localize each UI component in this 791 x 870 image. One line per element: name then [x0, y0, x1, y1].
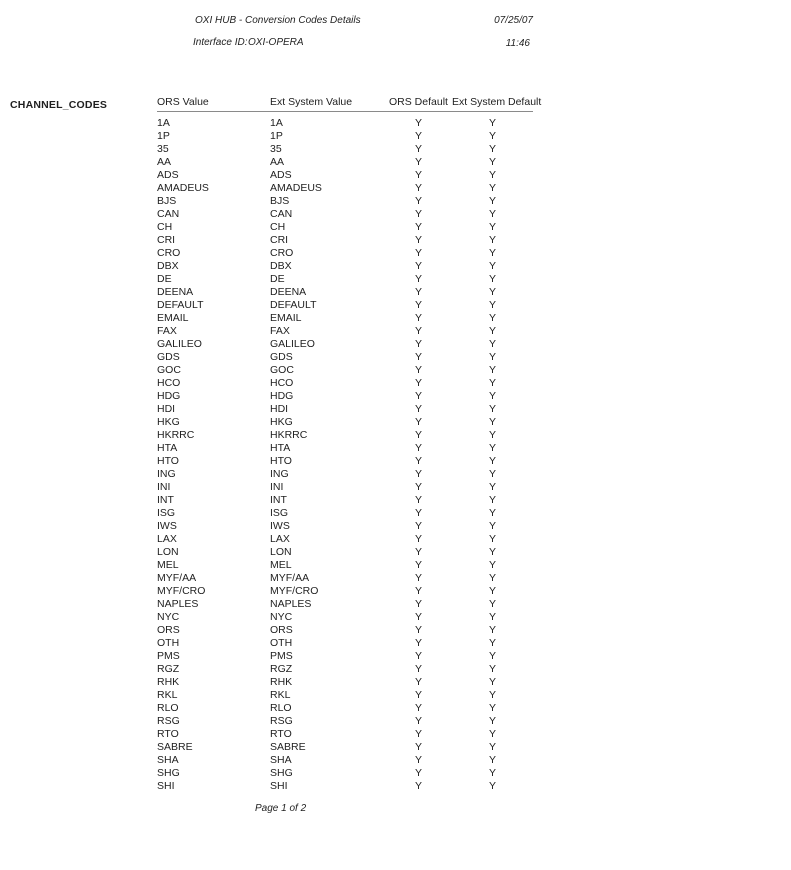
- ors-default-cell: Y: [414, 221, 422, 233]
- table-row: [157, 767, 533, 780]
- ors-value-cell: MYF/CRO: [157, 585, 206, 597]
- ext-system-default-cell: Y: [488, 429, 496, 441]
- ext-system-value-cell: SHI: [270, 780, 288, 792]
- column-header-ext-system-default: Ext System Default: [452, 96, 533, 112]
- table-row: [157, 416, 533, 429]
- ors-default-cell: Y: [414, 663, 422, 675]
- ext-system-default-cell: Y: [488, 689, 496, 701]
- ors-value-cell: CAN: [157, 208, 180, 220]
- ors-default-cell: Y: [414, 234, 422, 246]
- ext-system-value-cell: HDI: [270, 403, 289, 415]
- ext-system-value-cell: DEENA: [270, 286, 307, 298]
- ors-default-cell: Y: [414, 182, 422, 194]
- ors-value-cell: SHI: [157, 780, 175, 792]
- ors-default-cell: Y: [414, 143, 422, 155]
- ext-system-default-cell: Y: [488, 403, 496, 415]
- ext-system-value-cell: CRO: [270, 247, 294, 259]
- ors-default-cell: Y: [414, 676, 422, 688]
- ors-default-cell: Y: [414, 520, 422, 532]
- ors-value-cell: MYF/AA: [157, 572, 197, 584]
- ors-value-cell: ADS: [157, 169, 179, 181]
- ors-default-cell: Y: [414, 429, 422, 441]
- column-header-ors-value: ORS Value: [157, 96, 270, 112]
- ors-value-cell: ISG: [157, 507, 176, 519]
- ext-system-value-cell: MYF/AA: [270, 572, 310, 584]
- ors-value-cell: ING: [157, 468, 176, 480]
- ors-default-cell: Y: [414, 585, 422, 597]
- ors-default-cell: Y: [414, 169, 422, 181]
- ext-system-default-cell: Y: [488, 312, 496, 324]
- ors-value-cell: GOC: [157, 364, 181, 376]
- ors-default-cell: Y: [414, 754, 422, 766]
- ext-system-default-cell: Y: [488, 520, 496, 532]
- ext-system-default-cell: Y: [488, 442, 496, 454]
- table-row: [157, 468, 533, 481]
- ors-value-cell: RTO: [157, 728, 179, 740]
- table-row: [157, 637, 533, 650]
- ext-system-value-cell: RTO: [270, 728, 292, 740]
- table-row: [157, 112, 533, 131]
- ors-default-cell: Y: [414, 403, 422, 415]
- ors-value-cell: RSG: [157, 715, 180, 727]
- ors-value-cell: GDS: [157, 351, 180, 363]
- ors-default-cell: Y: [414, 546, 422, 558]
- table-row: [157, 741, 533, 754]
- ext-system-default-cell: Y: [488, 715, 496, 727]
- table-row: [157, 585, 533, 598]
- ext-system-value-cell: INT: [270, 494, 287, 506]
- table-row: [157, 351, 533, 364]
- ext-system-value-cell: CRI: [270, 234, 289, 246]
- ext-system-value-cell: OTH: [270, 637, 293, 649]
- ext-system-value-cell: HKRRC: [270, 429, 308, 441]
- ext-system-default-cell: Y: [488, 156, 496, 168]
- ors-default-cell: Y: [414, 507, 422, 519]
- table-row: [157, 481, 533, 494]
- ors-default-cell: Y: [414, 494, 422, 506]
- table-row: [157, 247, 533, 260]
- ext-system-default-cell: Y: [488, 117, 496, 129]
- ext-system-default-cell: Y: [488, 741, 496, 753]
- ors-value-cell: DEENA: [157, 286, 194, 298]
- ors-default-cell: Y: [414, 312, 422, 324]
- ors-default-cell: Y: [414, 767, 422, 779]
- table-row: [157, 572, 533, 585]
- ext-system-value-cell: BJS: [270, 195, 290, 207]
- ext-system-default-cell: Y: [488, 676, 496, 688]
- ext-system-default-cell: Y: [488, 663, 496, 675]
- ext-system-value-cell: MYF/CRO: [270, 585, 319, 597]
- ors-default-cell: Y: [414, 637, 422, 649]
- report-date: 07/25/07: [494, 15, 533, 26]
- ors-value-cell: PMS: [157, 650, 180, 662]
- column-header-ext-system-value: Ext System Value: [270, 96, 385, 112]
- ors-default-cell: Y: [414, 377, 422, 389]
- ext-system-value-cell: 1P: [270, 130, 283, 142]
- ext-system-default-cell: Y: [488, 637, 496, 649]
- ors-value-cell: HKG: [157, 416, 180, 428]
- table-row: [157, 169, 533, 182]
- table-row: [157, 507, 533, 520]
- ext-system-default-cell: Y: [488, 507, 496, 519]
- table-row: [157, 260, 533, 273]
- ors-value-cell: RGZ: [157, 663, 180, 675]
- ors-value-cell: HDG: [157, 390, 181, 402]
- ors-default-cell: Y: [414, 468, 422, 480]
- ext-system-default-cell: Y: [488, 338, 496, 350]
- table-row: [157, 403, 533, 416]
- table-body: [157, 112, 533, 794]
- table-row: [157, 533, 533, 546]
- table-row: [157, 702, 533, 715]
- ors-value-cell: LAX: [157, 533, 177, 545]
- page-footer: Page 1 of 2: [255, 803, 307, 814]
- ors-value-cell: AA: [157, 156, 172, 168]
- ors-default-cell: Y: [414, 351, 422, 363]
- ext-system-value-cell: HKG: [270, 416, 293, 428]
- ext-system-default-cell: Y: [488, 351, 496, 363]
- ext-system-default-cell: Y: [488, 364, 496, 376]
- ors-value-cell: HDI: [157, 403, 176, 415]
- table-row: [157, 546, 533, 559]
- ext-system-value-cell: RSG: [270, 715, 293, 727]
- ext-system-value-cell: GOC: [270, 364, 294, 376]
- table-row: [157, 182, 533, 195]
- ext-system-value-cell: DE: [270, 273, 285, 285]
- ors-default-cell: Y: [414, 286, 422, 298]
- ors-value-cell: BJS: [157, 195, 177, 207]
- ext-system-default-cell: Y: [488, 208, 496, 220]
- table-row: [157, 455, 533, 468]
- ors-value-cell: HTA: [157, 442, 178, 454]
- ors-value-cell: HKRRC: [157, 429, 195, 441]
- ors-value-cell: AMADEUS: [157, 182, 209, 194]
- ors-value-cell: LON: [157, 546, 179, 558]
- ext-system-value-cell: DBX: [270, 260, 292, 272]
- table-row: [157, 377, 533, 390]
- ext-system-value-cell: RHK: [270, 676, 293, 688]
- ext-system-default-cell: Y: [488, 572, 496, 584]
- ext-system-value-cell: LAX: [270, 533, 290, 545]
- ors-value-cell: INI: [157, 481, 171, 493]
- ext-system-value-cell: HTA: [270, 442, 291, 454]
- ext-system-default-cell: Y: [488, 247, 496, 259]
- ext-system-value-cell: CAN: [270, 208, 293, 220]
- report-time: 11:46: [505, 38, 530, 49]
- ext-system-default-cell: Y: [488, 728, 496, 740]
- ext-system-default-cell: Y: [488, 481, 496, 493]
- ext-system-value-cell: DEFAULT: [270, 299, 317, 311]
- ors-default-cell: Y: [414, 247, 422, 259]
- ors-value-cell: RLO: [157, 702, 179, 714]
- ors-default-cell: Y: [414, 455, 422, 467]
- ors-default-cell: Y: [414, 702, 422, 714]
- table-row: [157, 208, 533, 221]
- ors-value-cell: CH: [157, 221, 173, 233]
- ors-default-cell: Y: [414, 390, 422, 402]
- table-row: [157, 676, 533, 689]
- ors-value-cell: 35: [157, 143, 169, 155]
- ext-system-value-cell: LON: [270, 546, 292, 558]
- ors-value-cell: NYC: [157, 611, 180, 623]
- ext-system-value-cell: NAPLES: [270, 598, 312, 610]
- ors-value-cell: IWS: [157, 520, 177, 532]
- table-row: [157, 663, 533, 676]
- ext-system-default-cell: Y: [488, 585, 496, 597]
- ext-system-value-cell: SABRE: [270, 741, 306, 753]
- ext-system-value-cell: MEL: [270, 559, 292, 571]
- ext-system-value-cell: RKL: [270, 689, 291, 701]
- ext-system-default-cell: Y: [488, 286, 496, 298]
- table-row: [157, 338, 533, 351]
- ors-default-cell: Y: [414, 481, 422, 493]
- ext-system-default-cell: Y: [488, 130, 496, 142]
- ors-default-cell: Y: [414, 208, 422, 220]
- ors-value-cell: NAPLES: [157, 598, 199, 610]
- table-row: [157, 299, 533, 312]
- ors-value-cell: CRO: [157, 247, 181, 259]
- ext-system-default-cell: Y: [488, 780, 496, 792]
- ors-default-cell: Y: [414, 325, 422, 337]
- ext-system-default-cell: Y: [488, 299, 496, 311]
- ext-system-default-cell: Y: [488, 468, 496, 480]
- ext-system-value-cell: HCO: [270, 377, 294, 389]
- ext-system-default-cell: Y: [488, 221, 496, 233]
- ors-default-cell: Y: [414, 338, 422, 350]
- ext-system-default-cell: Y: [488, 533, 496, 545]
- ors-value-cell: CRI: [157, 234, 176, 246]
- conversion-codes-table: [157, 96, 542, 793]
- table-row: [157, 598, 533, 611]
- table-row: [157, 195, 533, 208]
- ext-system-default-cell: Y: [488, 702, 496, 714]
- ext-system-value-cell: RGZ: [270, 663, 293, 675]
- ors-value-cell: ORS: [157, 624, 180, 636]
- ext-system-value-cell: SHG: [270, 767, 293, 779]
- ors-default-cell: Y: [414, 624, 422, 636]
- table-row: [157, 715, 533, 728]
- ext-system-default-cell: Y: [488, 234, 496, 246]
- ors-default-cell: Y: [414, 364, 422, 376]
- ors-value-cell: EMAIL: [157, 312, 189, 324]
- ors-default-cell: Y: [414, 156, 422, 168]
- table-row: [157, 650, 533, 663]
- ext-system-value-cell: ING: [270, 468, 289, 480]
- table-row: [157, 234, 533, 247]
- ext-system-default-cell: Y: [488, 650, 496, 662]
- table-row: [157, 325, 533, 338]
- ors-default-cell: Y: [414, 715, 422, 727]
- ors-value-cell: 1A: [157, 117, 170, 129]
- ext-system-default-cell: Y: [488, 559, 496, 571]
- ors-default-cell: Y: [414, 598, 422, 610]
- ext-system-default-cell: Y: [488, 325, 496, 337]
- ors-default-cell: Y: [414, 741, 422, 753]
- ors-value-cell: RHK: [157, 676, 180, 688]
- ext-system-default-cell: Y: [488, 494, 496, 506]
- ext-system-default-cell: Y: [488, 169, 496, 181]
- table-row: [157, 130, 533, 143]
- ors-value-cell: OTH: [157, 637, 180, 649]
- table-row: [157, 390, 533, 403]
- ors-value-cell: HCO: [157, 377, 181, 389]
- ors-default-cell: Y: [414, 273, 422, 285]
- ext-system-value-cell: AMADEUS: [270, 182, 322, 194]
- table-row: [157, 312, 533, 325]
- ors-value-cell: SHG: [157, 767, 180, 779]
- ors-value-cell: INT: [157, 494, 174, 506]
- ext-system-value-cell: ORS: [270, 624, 293, 636]
- ors-value-cell: HTO: [157, 455, 179, 467]
- ors-default-cell: Y: [414, 689, 422, 701]
- ors-default-cell: Y: [414, 572, 422, 584]
- ext-system-value-cell: ADS: [270, 169, 292, 181]
- ors-default-cell: Y: [414, 780, 422, 792]
- table-row: [157, 286, 533, 299]
- ext-system-value-cell: EMAIL: [270, 312, 302, 324]
- ext-system-default-cell: Y: [488, 273, 496, 285]
- ors-default-cell: Y: [414, 117, 422, 129]
- table-row: [157, 520, 533, 533]
- ext-system-value-cell: CH: [270, 221, 286, 233]
- ors-default-cell: Y: [414, 195, 422, 207]
- ext-system-default-cell: Y: [488, 455, 496, 467]
- ext-system-value-cell: PMS: [270, 650, 293, 662]
- ors-value-cell: DE: [157, 273, 172, 285]
- table-row: [157, 494, 533, 507]
- ors-default-cell: Y: [414, 416, 422, 428]
- section-label-channel-codes: CHANNEL_CODES: [10, 99, 108, 111]
- ext-system-default-cell: Y: [488, 598, 496, 610]
- ext-system-value-cell: HTO: [270, 455, 292, 467]
- ext-system-default-cell: Y: [488, 624, 496, 636]
- ors-default-cell: Y: [414, 611, 422, 623]
- ext-system-default-cell: Y: [488, 546, 496, 558]
- ors-default-cell: Y: [414, 728, 422, 740]
- ext-system-default-cell: Y: [488, 260, 496, 272]
- table-row: [157, 611, 533, 624]
- ors-value-cell: FAX: [157, 325, 177, 337]
- ext-system-value-cell: FAX: [270, 325, 290, 337]
- ext-system-value-cell: GALILEO: [270, 338, 315, 350]
- table-row: [157, 273, 533, 286]
- ors-default-cell: Y: [414, 442, 422, 454]
- ors-default-cell: Y: [414, 299, 422, 311]
- ext-system-default-cell: Y: [488, 390, 496, 402]
- table-header-row: [157, 96, 533, 112]
- ors-value-cell: SABRE: [157, 741, 193, 753]
- ext-system-value-cell: ISG: [270, 507, 289, 519]
- report-title: OXI HUB - Conversion Codes Details: [195, 15, 361, 26]
- interface-id-value: OXI-OPERA: [248, 37, 304, 48]
- ors-default-cell: Y: [414, 650, 422, 662]
- ext-system-default-cell: Y: [488, 195, 496, 207]
- ors-default-cell: Y: [414, 533, 422, 545]
- ext-system-default-cell: Y: [488, 182, 496, 194]
- table-row: [157, 221, 533, 234]
- ext-system-value-cell: HDG: [270, 390, 294, 402]
- ext-system-default-cell: Y: [488, 754, 496, 766]
- ext-system-value-cell: IWS: [270, 520, 290, 532]
- ext-system-value-cell: SHA: [270, 754, 292, 766]
- ext-system-value-cell: 1A: [270, 117, 283, 129]
- ors-default-cell: Y: [414, 260, 422, 272]
- table-row: [157, 364, 533, 377]
- table-row: [157, 780, 533, 793]
- ext-system-value-cell: GDS: [270, 351, 293, 363]
- table-row: [157, 754, 533, 767]
- table-row: [157, 143, 533, 156]
- column-header-ors-default: ORS Default: [385, 96, 452, 112]
- ext-system-default-cell: Y: [488, 377, 496, 389]
- ext-system-default-cell: Y: [488, 143, 496, 155]
- table-row: [157, 624, 533, 637]
- table-row: [157, 429, 533, 442]
- ext-system-value-cell: 35: [270, 143, 282, 155]
- ors-value-cell: RKL: [157, 689, 178, 701]
- table-row: [157, 728, 533, 741]
- ext-system-value-cell: RLO: [270, 702, 292, 714]
- table-row: [157, 442, 533, 455]
- ext-system-value-cell: AA: [270, 156, 285, 168]
- ors-value-cell: MEL: [157, 559, 179, 571]
- ext-system-default-cell: Y: [488, 767, 496, 779]
- ors-default-cell: Y: [414, 559, 422, 571]
- ors-value-cell: 1P: [157, 130, 170, 142]
- ext-system-value-cell: INI: [270, 481, 284, 493]
- table-row: [157, 156, 533, 169]
- ext-system-value-cell: NYC: [270, 611, 293, 623]
- ors-value-cell: DEFAULT: [157, 299, 204, 311]
- table-row: [157, 559, 533, 572]
- interface-id-label: Interface ID:: [193, 37, 248, 48]
- table-row: [157, 689, 533, 702]
- ext-system-default-cell: Y: [488, 416, 496, 428]
- ors-default-cell: Y: [414, 130, 422, 142]
- ors-value-cell: DBX: [157, 260, 179, 272]
- ext-system-default-cell: Y: [488, 611, 496, 623]
- ors-value-cell: SHA: [157, 754, 179, 766]
- ors-value-cell: GALILEO: [157, 338, 202, 350]
